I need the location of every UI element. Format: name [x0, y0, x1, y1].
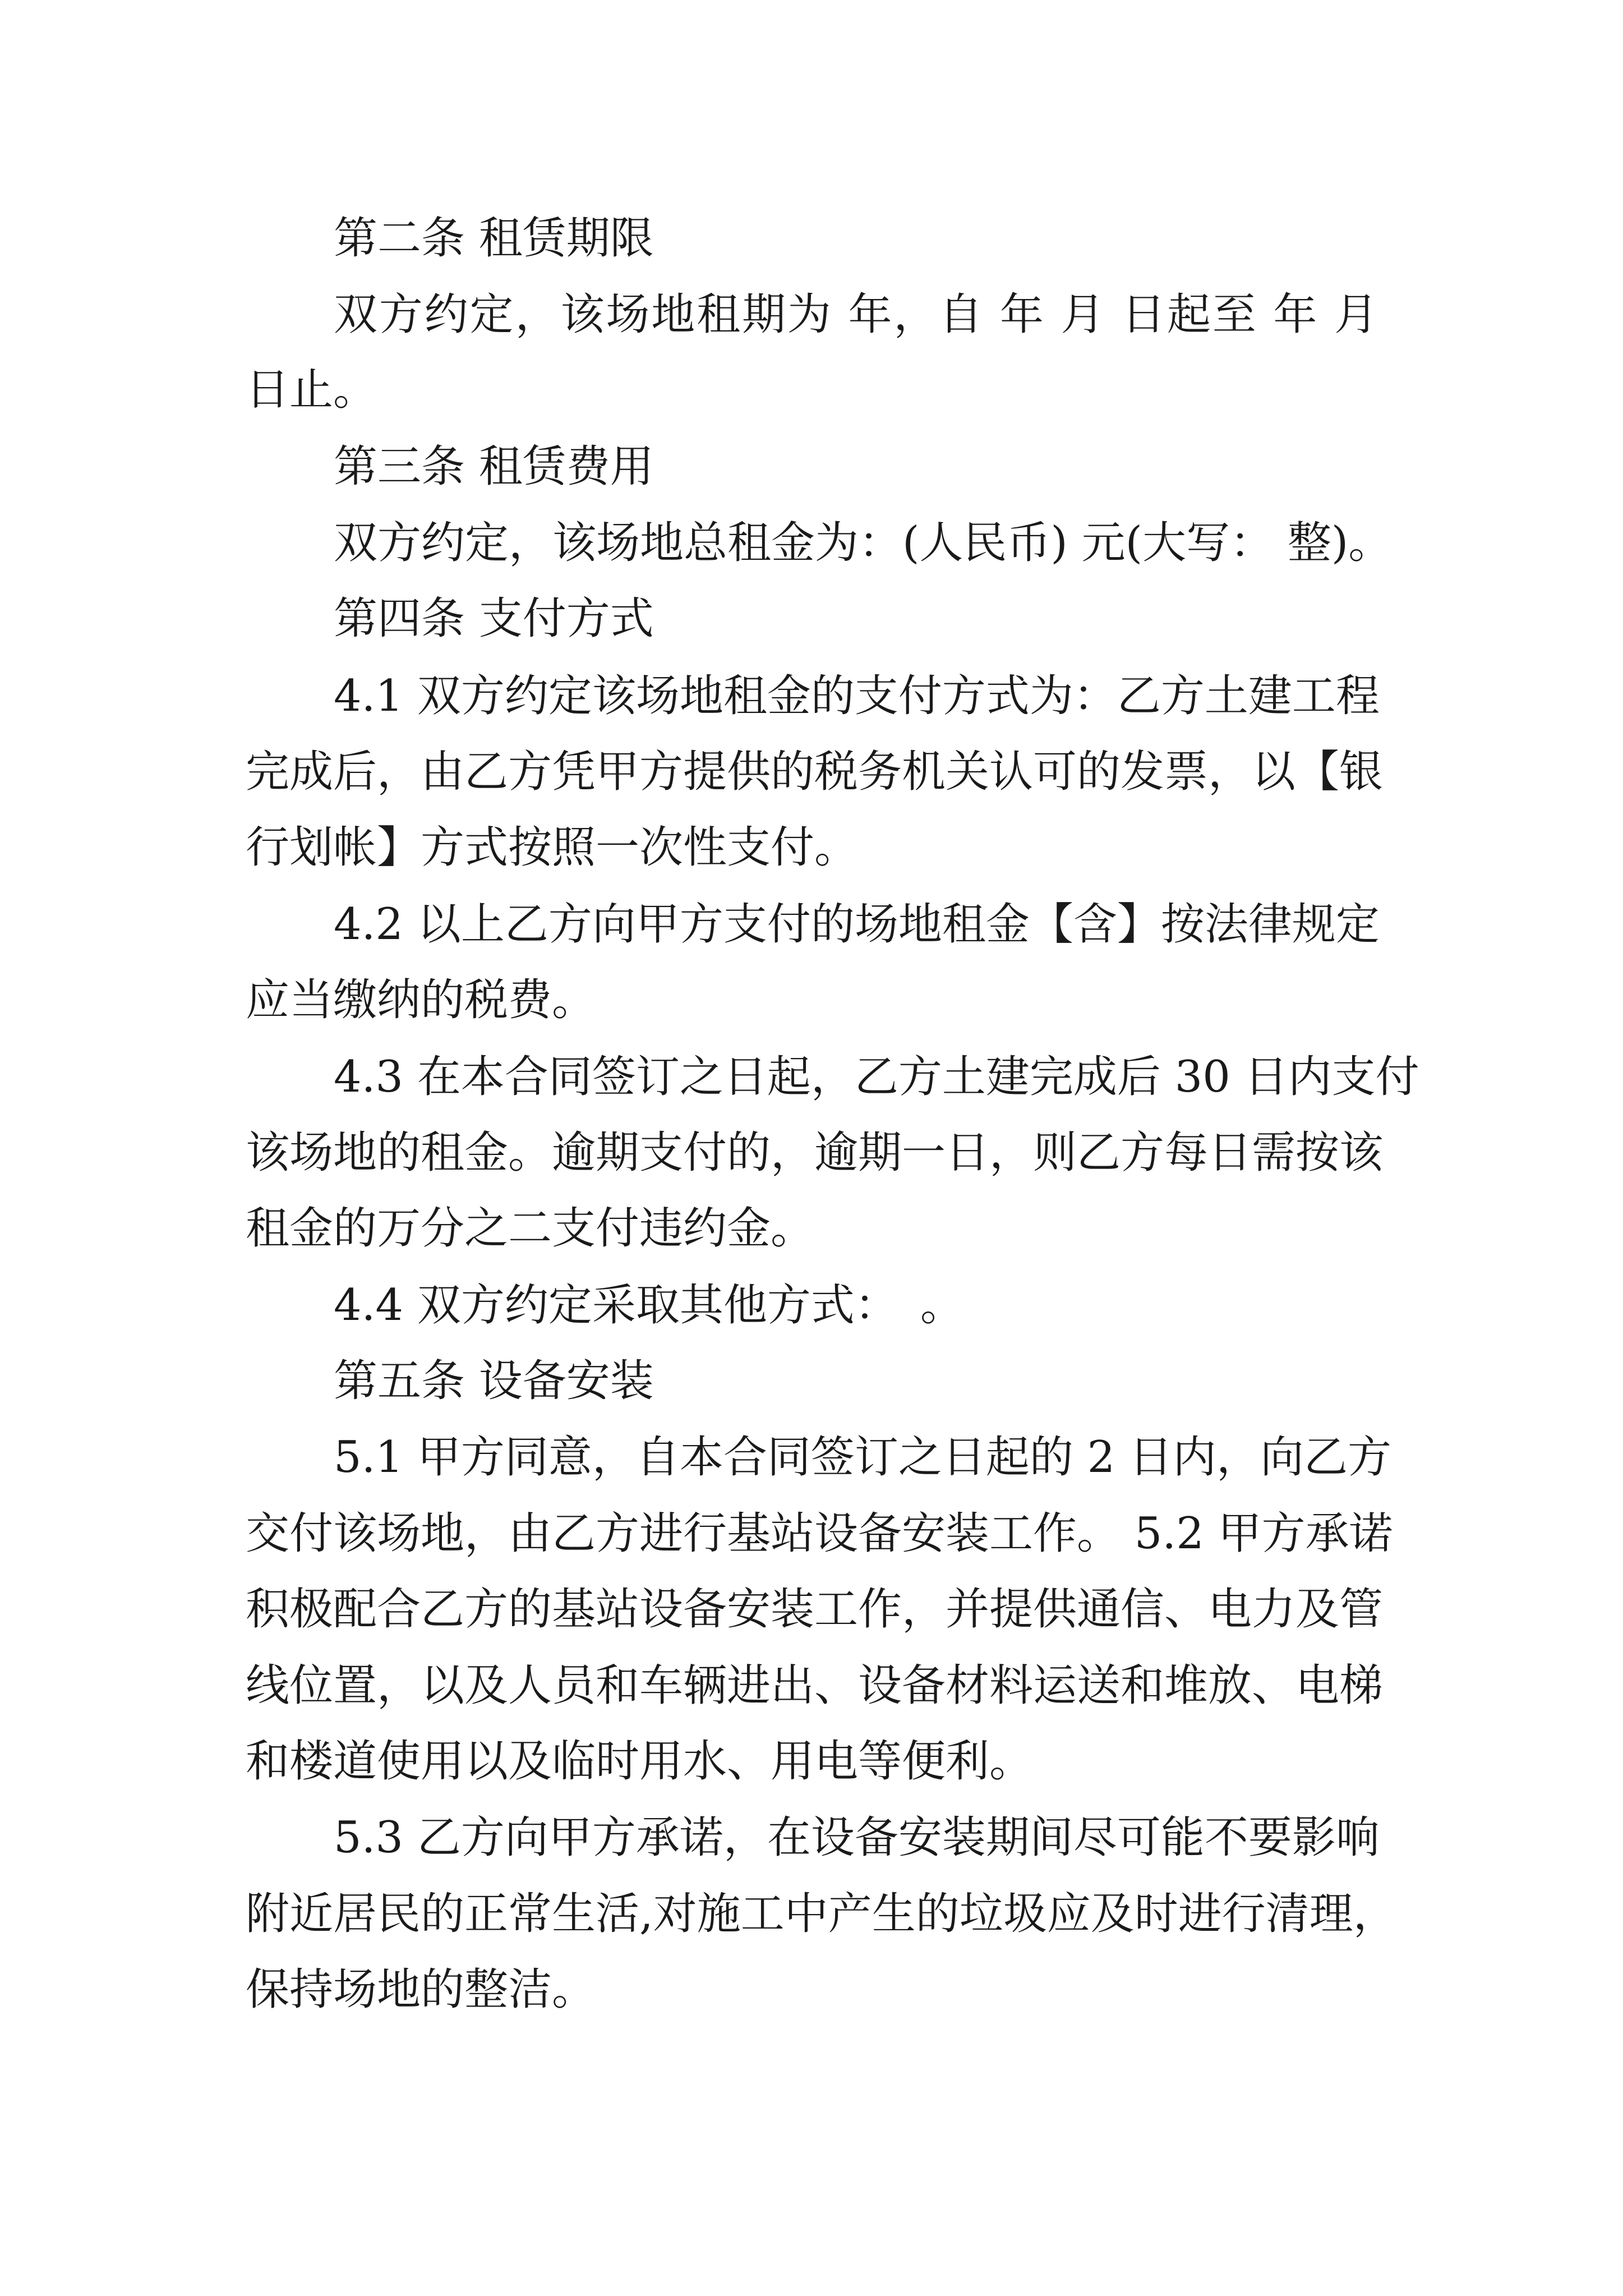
paragraph-line: 应当缴纳的税费。 [246, 975, 596, 1025]
paragraph-line: 4.1 双方约定该场地租金的支付方式为：乙方土建工程 [334, 671, 1380, 721]
article-4-heading: 第四条 支付方式 [334, 593, 654, 644]
article-5-heading: 第五条 设备安装 [334, 1356, 654, 1406]
paragraph-line: 该场地的租金。逾期支付的，逾期一日，则乙方每日需按该 [246, 1128, 1384, 1178]
paragraph-line: 附近居民的正常生活,对施工中产生的垃圾应及时进行清理， [246, 1889, 1397, 1939]
paragraph-line: 双方约定，该场地租期为 年，自 年 月 日起至 年 月 [334, 289, 1378, 340]
paragraph-line: 4.3 在本合同签订之日起，乙方土建完成后 30 日内支付 [334, 1052, 1419, 1102]
article-2-heading: 第二条 租赁期限 [334, 213, 654, 264]
paragraph-line: 租金的万分之二支付违约金。 [246, 1203, 815, 1254]
paragraph-line: 5.3 乙方向甲方承诺，在设备安装期间尽可能不要影响 [334, 1812, 1380, 1863]
paragraph-line: 积极配合乙方的基站设备安装工作，并提供通信、电力及管 [246, 1584, 1384, 1635]
paragraph-line: 保持场地的整洁。 [246, 1964, 596, 2015]
paragraph-line: 完成后，由乙方凭甲方提供的税务机关认可的发票，以【银 [246, 747, 1384, 797]
paragraph-line: 5.1 甲方同意，自本合同签订之日起的 2 日内，向乙方 [334, 1432, 1392, 1483]
paragraph-line: 日止。 [246, 365, 377, 415]
article-3-heading: 第三条 租赁费用 [334, 441, 654, 492]
paragraph-line: 和楼道使用以及临时用水、用电等便利。 [246, 1736, 1034, 1787]
paragraph-line: 双方约定，该场地总租金为：(人民币) 元(大写： 整)。 [334, 518, 1393, 568]
paragraph-line: 行划帐】方式按照一次性支付。 [246, 822, 859, 873]
paragraph-line: 交付该场地，由乙方进行基站设备安装工作。 5.2 甲方承诺 [246, 1508, 1393, 1559]
paragraph-line: 线位置，以及人员和车辆进出、设备材料运送和堆放、电梯 [246, 1660, 1384, 1711]
paragraph-line: 4.2 以上乙方向甲方支付的场地租金【含】按法律规定 [334, 899, 1380, 950]
paragraph-line: 4.4 双方约定采取其他方式： 。 [334, 1280, 964, 1331]
